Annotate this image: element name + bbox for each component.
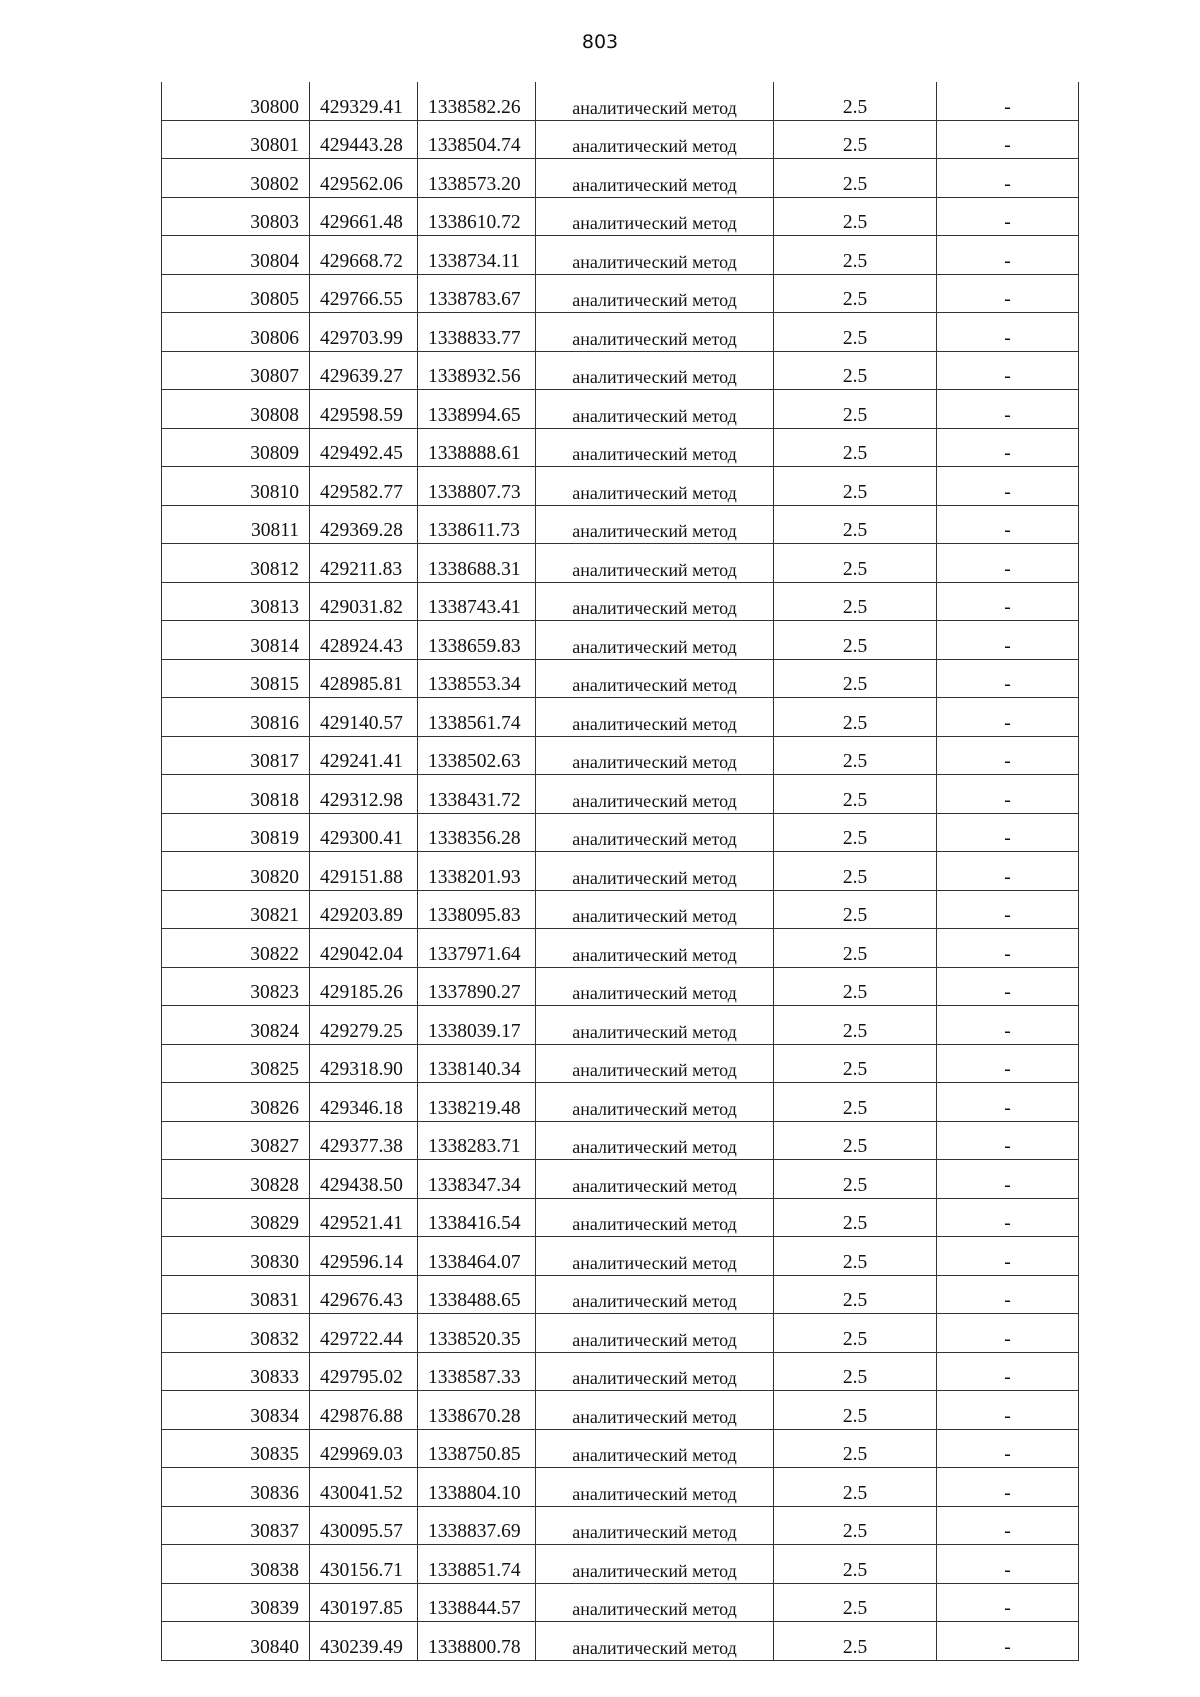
table-row	[162, 467, 1079, 506]
point-number-cell: 30840	[162, 1622, 310, 1661]
x-coordinate-cell: 429211.83	[310, 544, 418, 583]
point-number-cell: 30827	[162, 1121, 310, 1160]
method-cell: аналитический метод	[536, 890, 774, 929]
x-coordinate-cell: 429279.25	[310, 1006, 418, 1045]
error-cell: 2.5	[774, 890, 937, 929]
y-coordinate-cell: 1338851.74	[418, 1545, 536, 1584]
method-cell: аналитический метод	[536, 967, 774, 1006]
note-cell: -	[937, 1198, 1079, 1237]
error-cell: 2.5	[774, 82, 937, 120]
point-number-cell: 30808	[162, 390, 310, 429]
error-cell: 2.5	[774, 1121, 937, 1160]
method-cell: аналитический метод	[536, 659, 774, 698]
method-cell: аналитический метод	[536, 1275, 774, 1314]
y-coordinate-cell: 1338039.17	[418, 1006, 536, 1045]
x-coordinate-cell: 429443.28	[310, 120, 418, 159]
method-cell: аналитический метод	[536, 1468, 774, 1507]
error-cell: 2.5	[774, 505, 937, 544]
method-cell: аналитический метод	[536, 1006, 774, 1045]
y-coordinate-cell: 1338844.57	[418, 1583, 536, 1622]
point-number-cell: 30830	[162, 1237, 310, 1276]
x-coordinate-cell: 429140.57	[310, 698, 418, 737]
note-cell: -	[937, 1006, 1079, 1045]
point-number-cell: 30815	[162, 659, 310, 698]
error-cell: 2.5	[774, 120, 937, 159]
error-cell: 2.5	[774, 197, 937, 236]
note-cell: -	[937, 1545, 1079, 1584]
table-row	[162, 159, 1079, 198]
x-coordinate-cell: 430239.49	[310, 1622, 418, 1661]
table-row	[162, 929, 1079, 968]
table-row	[162, 544, 1079, 583]
table-row	[162, 505, 1079, 544]
error-cell: 2.5	[774, 1429, 937, 1468]
x-coordinate-cell: 429329.41	[310, 82, 418, 120]
point-number-cell: 30834	[162, 1391, 310, 1430]
table-row	[162, 736, 1079, 775]
y-coordinate-cell: 1338807.73	[418, 467, 536, 506]
y-coordinate-cell: 1338837.69	[418, 1506, 536, 1545]
x-coordinate-cell: 429676.43	[310, 1275, 418, 1314]
table-row	[162, 1314, 1079, 1353]
x-coordinate-cell: 429969.03	[310, 1429, 418, 1468]
y-coordinate-cell: 1338582.26	[418, 82, 536, 120]
error-cell: 2.5	[774, 313, 937, 352]
method-cell: аналитический метод	[536, 274, 774, 313]
y-coordinate-cell: 1338888.61	[418, 428, 536, 467]
point-number-cell: 30805	[162, 274, 310, 313]
method-cell: аналитический метод	[536, 390, 774, 429]
x-coordinate-cell: 430041.52	[310, 1468, 418, 1507]
y-coordinate-cell: 1337890.27	[418, 967, 536, 1006]
y-coordinate-cell: 1338743.41	[418, 582, 536, 621]
point-number-cell: 30838	[162, 1545, 310, 1584]
note-cell: -	[937, 82, 1079, 120]
error-cell: 2.5	[774, 1583, 937, 1622]
error-cell: 2.5	[774, 698, 937, 737]
table-row	[162, 1429, 1079, 1468]
x-coordinate-cell: 429151.88	[310, 852, 418, 891]
error-cell: 2.5	[774, 967, 937, 1006]
y-coordinate-cell: 1338610.72	[418, 197, 536, 236]
table-row	[162, 351, 1079, 390]
note-cell: -	[937, 1160, 1079, 1199]
x-coordinate-cell: 429312.98	[310, 775, 418, 814]
y-coordinate-cell: 1338283.71	[418, 1121, 536, 1160]
error-cell: 2.5	[774, 1468, 937, 1507]
table-row	[162, 1083, 1079, 1122]
x-coordinate-cell: 429042.04	[310, 929, 418, 968]
error-cell: 2.5	[774, 159, 937, 198]
y-coordinate-cell: 1338804.10	[418, 1468, 536, 1507]
point-number-cell: 30825	[162, 1044, 310, 1083]
coordinates-table-body	[162, 82, 1079, 1660]
y-coordinate-cell: 1338783.67	[418, 274, 536, 313]
error-cell: 2.5	[774, 736, 937, 775]
point-number-cell: 30826	[162, 1083, 310, 1122]
table-row	[162, 1006, 1079, 1045]
method-cell: аналитический метод	[536, 929, 774, 968]
x-coordinate-cell: 430156.71	[310, 1545, 418, 1584]
error-cell: 2.5	[774, 1198, 937, 1237]
note-cell: -	[937, 1468, 1079, 1507]
error-cell: 2.5	[774, 1237, 937, 1276]
error-cell: 2.5	[774, 467, 937, 506]
table-row	[162, 274, 1079, 313]
table-row	[162, 1391, 1079, 1430]
method-cell: аналитический метод	[536, 1121, 774, 1160]
x-coordinate-cell: 429582.77	[310, 467, 418, 506]
method-cell: аналитический метод	[536, 621, 774, 660]
note-cell: -	[937, 197, 1079, 236]
point-number-cell: 30801	[162, 120, 310, 159]
method-cell: аналитический метод	[536, 428, 774, 467]
point-number-cell: 30804	[162, 236, 310, 275]
x-coordinate-cell: 429766.55	[310, 274, 418, 313]
table-row	[162, 313, 1079, 352]
point-number-cell: 30803	[162, 197, 310, 236]
table-row	[162, 890, 1079, 929]
y-coordinate-cell: 1338611.73	[418, 505, 536, 544]
y-coordinate-cell: 1338219.48	[418, 1083, 536, 1122]
note-cell: -	[937, 698, 1079, 737]
y-coordinate-cell: 1338561.74	[418, 698, 536, 737]
note-cell: -	[937, 890, 1079, 929]
table-row	[162, 120, 1079, 159]
note-cell: -	[937, 1391, 1079, 1430]
method-cell: аналитический метод	[536, 736, 774, 775]
error-cell: 2.5	[774, 1622, 937, 1661]
x-coordinate-cell: 429241.41	[310, 736, 418, 775]
point-number-cell: 30837	[162, 1506, 310, 1545]
point-number-cell: 30819	[162, 813, 310, 852]
error-cell: 2.5	[774, 582, 937, 621]
error-cell: 2.5	[774, 852, 937, 891]
table-row	[162, 1198, 1079, 1237]
note-cell: -	[937, 1506, 1079, 1545]
error-cell: 2.5	[774, 621, 937, 660]
point-number-cell: 30816	[162, 698, 310, 737]
point-number-cell: 30832	[162, 1314, 310, 1353]
point-number-cell: 30823	[162, 967, 310, 1006]
table-row	[162, 1506, 1079, 1545]
x-coordinate-cell: 429346.18	[310, 1083, 418, 1122]
table-row	[162, 197, 1079, 236]
method-cell: аналитический метод	[536, 698, 774, 737]
note-cell: -	[937, 621, 1079, 660]
note-cell: -	[937, 505, 1079, 544]
point-number-cell: 30829	[162, 1198, 310, 1237]
error-cell: 2.5	[774, 544, 937, 583]
table-row	[162, 82, 1079, 120]
note-cell: -	[937, 1622, 1079, 1661]
point-number-cell: 30813	[162, 582, 310, 621]
note-cell: -	[937, 813, 1079, 852]
x-coordinate-cell: 430095.57	[310, 1506, 418, 1545]
table-row	[162, 1044, 1079, 1083]
y-coordinate-cell: 1338140.34	[418, 1044, 536, 1083]
error-cell: 2.5	[774, 1314, 937, 1353]
note-cell: -	[937, 929, 1079, 968]
error-cell: 2.5	[774, 236, 937, 275]
y-coordinate-cell: 1338670.28	[418, 1391, 536, 1430]
method-cell: аналитический метод	[536, 159, 774, 198]
table-row	[162, 621, 1079, 660]
x-coordinate-cell: 429661.48	[310, 197, 418, 236]
y-coordinate-cell: 1338502.63	[418, 736, 536, 775]
x-coordinate-cell: 429369.28	[310, 505, 418, 544]
point-number-cell: 30835	[162, 1429, 310, 1468]
x-coordinate-cell: 429203.89	[310, 890, 418, 929]
method-cell: аналитический метод	[536, 197, 774, 236]
x-coordinate-cell: 429300.41	[310, 813, 418, 852]
note-cell: -	[937, 1429, 1079, 1468]
note-cell: -	[937, 390, 1079, 429]
table-row	[162, 698, 1079, 737]
method-cell: аналитический метод	[536, 313, 774, 352]
table-row	[162, 1352, 1079, 1391]
y-coordinate-cell: 1338488.65	[418, 1275, 536, 1314]
error-cell: 2.5	[774, 1506, 937, 1545]
point-number-cell: 30802	[162, 159, 310, 198]
note-cell: -	[937, 1044, 1079, 1083]
note-cell: -	[937, 1121, 1079, 1160]
table-row	[162, 1275, 1079, 1314]
note-cell: -	[937, 659, 1079, 698]
table-row	[162, 1160, 1079, 1199]
y-coordinate-cell: 1338688.31	[418, 544, 536, 583]
method-cell: аналитический метод	[536, 1429, 774, 1468]
y-coordinate-cell: 1338520.35	[418, 1314, 536, 1353]
table-row	[162, 582, 1079, 621]
note-cell: -	[937, 775, 1079, 814]
note-cell: -	[937, 1314, 1079, 1353]
point-number-cell: 30807	[162, 351, 310, 390]
note-cell: -	[937, 582, 1079, 621]
point-number-cell: 30828	[162, 1160, 310, 1199]
x-coordinate-cell: 429876.88	[310, 1391, 418, 1430]
note-cell: -	[937, 1583, 1079, 1622]
note-cell: -	[937, 1352, 1079, 1391]
method-cell: аналитический метод	[536, 1583, 774, 1622]
x-coordinate-cell: 428924.43	[310, 621, 418, 660]
note-cell: -	[937, 351, 1079, 390]
method-cell: аналитический метод	[536, 505, 774, 544]
table-row	[162, 390, 1079, 429]
method-cell: аналитический метод	[536, 1352, 774, 1391]
table-row	[162, 1583, 1079, 1622]
note-cell: -	[937, 428, 1079, 467]
x-coordinate-cell: 429318.90	[310, 1044, 418, 1083]
x-coordinate-cell: 429596.14	[310, 1237, 418, 1276]
error-cell: 2.5	[774, 813, 937, 852]
coordinates-table	[161, 82, 1079, 1661]
method-cell: аналитический метод	[536, 120, 774, 159]
point-number-cell: 30806	[162, 313, 310, 352]
error-cell: 2.5	[774, 390, 937, 429]
note-cell: -	[937, 544, 1079, 583]
point-number-cell: 30824	[162, 1006, 310, 1045]
error-cell: 2.5	[774, 1160, 937, 1199]
note-cell: -	[937, 236, 1079, 275]
error-cell: 2.5	[774, 1352, 937, 1391]
y-coordinate-cell: 1338095.83	[418, 890, 536, 929]
method-cell: аналитический метод	[536, 582, 774, 621]
error-cell: 2.5	[774, 1083, 937, 1122]
table-row	[162, 659, 1079, 698]
y-coordinate-cell: 1338587.33	[418, 1352, 536, 1391]
table-row	[162, 775, 1079, 814]
x-coordinate-cell: 429562.06	[310, 159, 418, 198]
x-coordinate-cell: 429703.99	[310, 313, 418, 352]
note-cell: -	[937, 313, 1079, 352]
note-cell: -	[937, 1237, 1079, 1276]
point-number-cell: 30836	[162, 1468, 310, 1507]
y-coordinate-cell: 1338833.77	[418, 313, 536, 352]
method-cell: аналитический метод	[536, 1545, 774, 1584]
point-number-cell: 30831	[162, 1275, 310, 1314]
x-coordinate-cell: 429521.41	[310, 1198, 418, 1237]
y-coordinate-cell: 1338573.20	[418, 159, 536, 198]
y-coordinate-cell: 1338750.85	[418, 1429, 536, 1468]
error-cell: 2.5	[774, 428, 937, 467]
note-cell: -	[937, 852, 1079, 891]
x-coordinate-cell: 429795.02	[310, 1352, 418, 1391]
y-coordinate-cell: 1337971.64	[418, 929, 536, 968]
method-cell: аналитический метод	[536, 236, 774, 275]
error-cell: 2.5	[774, 1006, 937, 1045]
point-number-cell: 30809	[162, 428, 310, 467]
method-cell: аналитический метод	[536, 1198, 774, 1237]
y-coordinate-cell: 1338659.83	[418, 621, 536, 660]
error-cell: 2.5	[774, 1391, 937, 1430]
error-cell: 2.5	[774, 659, 937, 698]
y-coordinate-cell: 1338416.54	[418, 1198, 536, 1237]
error-cell: 2.5	[774, 1275, 937, 1314]
table-row	[162, 852, 1079, 891]
error-cell: 2.5	[774, 775, 937, 814]
point-number-cell: 30817	[162, 736, 310, 775]
y-coordinate-cell: 1338800.78	[418, 1622, 536, 1661]
note-cell: -	[937, 1275, 1079, 1314]
x-coordinate-cell: 429639.27	[310, 351, 418, 390]
method-cell: аналитический метод	[536, 544, 774, 583]
y-coordinate-cell: 1338356.28	[418, 813, 536, 852]
x-coordinate-cell: 429492.45	[310, 428, 418, 467]
error-cell: 2.5	[774, 274, 937, 313]
method-cell: аналитический метод	[536, 1391, 774, 1430]
point-number-cell: 30818	[162, 775, 310, 814]
method-cell: аналитический метод	[536, 1506, 774, 1545]
note-cell: -	[937, 274, 1079, 313]
x-coordinate-cell: 429185.26	[310, 967, 418, 1006]
method-cell: аналитический метод	[536, 775, 774, 814]
x-coordinate-cell: 428985.81	[310, 659, 418, 698]
method-cell: аналитический метод	[536, 82, 774, 120]
point-number-cell: 30800	[162, 82, 310, 120]
y-coordinate-cell: 1338504.74	[418, 120, 536, 159]
y-coordinate-cell: 1338201.93	[418, 852, 536, 891]
method-cell: аналитический метод	[536, 813, 774, 852]
error-cell: 2.5	[774, 1044, 937, 1083]
note-cell: -	[937, 120, 1079, 159]
y-coordinate-cell: 1338734.11	[418, 236, 536, 275]
method-cell: аналитический метод	[536, 1622, 774, 1661]
method-cell: аналитический метод	[536, 1160, 774, 1199]
method-cell: аналитический метод	[536, 351, 774, 390]
x-coordinate-cell: 429722.44	[310, 1314, 418, 1353]
table-row	[162, 1468, 1079, 1507]
x-coordinate-cell: 429598.59	[310, 390, 418, 429]
table-row	[162, 967, 1079, 1006]
method-cell: аналитический метод	[536, 1237, 774, 1276]
point-number-cell: 30820	[162, 852, 310, 891]
y-coordinate-cell: 1338464.07	[418, 1237, 536, 1276]
method-cell: аналитический метод	[536, 852, 774, 891]
x-coordinate-cell: 430197.85	[310, 1583, 418, 1622]
error-cell: 2.5	[774, 351, 937, 390]
point-number-cell: 30814	[162, 621, 310, 660]
note-cell: -	[937, 467, 1079, 506]
method-cell: аналитический метод	[536, 467, 774, 506]
x-coordinate-cell: 429438.50	[310, 1160, 418, 1199]
method-cell: аналитический метод	[536, 1314, 774, 1353]
note-cell: -	[937, 159, 1079, 198]
note-cell: -	[937, 967, 1079, 1006]
point-number-cell: 30810	[162, 467, 310, 506]
y-coordinate-cell: 1338553.34	[418, 659, 536, 698]
page-number: 803	[581, 31, 619, 53]
point-number-cell: 30811	[162, 505, 310, 544]
x-coordinate-cell: 429377.38	[310, 1121, 418, 1160]
y-coordinate-cell: 1338431.72	[418, 775, 536, 814]
error-cell: 2.5	[774, 1545, 937, 1584]
table-row	[162, 1237, 1079, 1276]
x-coordinate-cell: 429031.82	[310, 582, 418, 621]
note-cell: -	[937, 1083, 1079, 1122]
y-coordinate-cell: 1338932.56	[418, 351, 536, 390]
method-cell: аналитический метод	[536, 1083, 774, 1122]
method-cell: аналитический метод	[536, 1044, 774, 1083]
point-number-cell: 30822	[162, 929, 310, 968]
table-row	[162, 1121, 1079, 1160]
point-number-cell: 30812	[162, 544, 310, 583]
point-number-cell: 30833	[162, 1352, 310, 1391]
y-coordinate-cell: 1338347.34	[418, 1160, 536, 1199]
table-row	[162, 236, 1079, 275]
table-row	[162, 1545, 1079, 1584]
error-cell: 2.5	[774, 929, 937, 968]
y-coordinate-cell: 1338994.65	[418, 390, 536, 429]
point-number-cell: 30839	[162, 1583, 310, 1622]
table-row	[162, 813, 1079, 852]
x-coordinate-cell: 429668.72	[310, 236, 418, 275]
table-row	[162, 1622, 1079, 1661]
table-row	[162, 428, 1079, 467]
point-number-cell: 30821	[162, 890, 310, 929]
note-cell: -	[937, 736, 1079, 775]
